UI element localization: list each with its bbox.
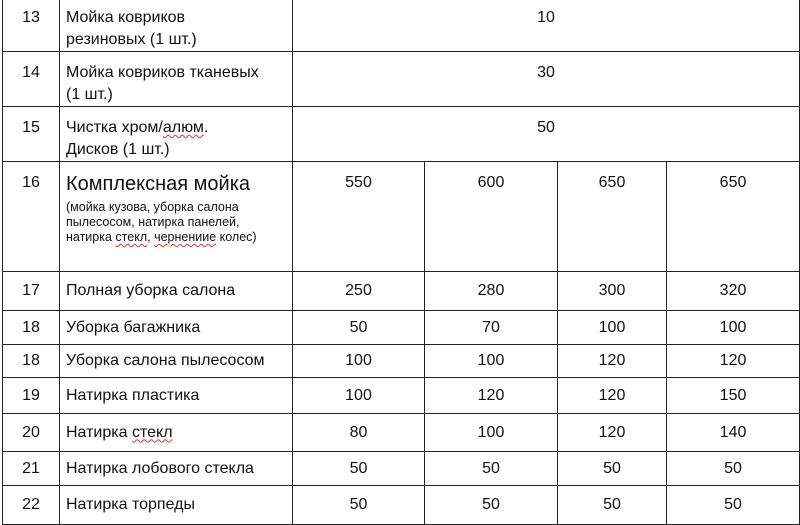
service-description: (мойка кузова, уборка салона пылесосом, натирка панелей, натирка стекл, чернениие колес) [66, 200, 257, 244]
service-name: Натирка торпеды [60, 486, 293, 525]
row-number: 19 [3, 378, 60, 414]
row-number: 16 [3, 162, 60, 272]
spellcheck-word: стекл [115, 230, 148, 244]
price-value: 50 [667, 452, 800, 486]
table-row [3, 162, 800, 272]
price-value: 650 [558, 162, 667, 272]
price-value: 50 [293, 452, 425, 486]
table-row [3, 0, 800, 52]
service-name [60, 107, 293, 162]
price-value: 280 [425, 272, 558, 311]
service-name: Уборка багажника [60, 311, 293, 345]
service-name: Натирка стекл [60, 414, 293, 452]
price-value: 120 [558, 345, 667, 378]
service-name [60, 162, 293, 272]
service-line: Мойка ковриков [66, 9, 186, 26]
table-row [3, 452, 800, 486]
price-value: 70 [425, 311, 558, 345]
price-value: 140 [667, 414, 800, 452]
spellcheck-word: стекл [131, 423, 173, 441]
price-value: 50 [558, 486, 667, 525]
service-name: Натирка пластика [60, 378, 293, 414]
price-value: 100 [558, 311, 667, 345]
service-name: Натирка лобового стекла [60, 452, 293, 486]
price-value: 100 [425, 345, 558, 378]
service-name: Уборка салона пылесосом [60, 345, 293, 378]
price-value: 50 [558, 452, 667, 486]
price-value: 10 [293, 0, 800, 52]
price-value: 50 [425, 452, 558, 486]
service-line: Чистка хром/ [66, 119, 163, 136]
row-number: 20 [3, 414, 60, 452]
price-value: 120 [558, 414, 667, 452]
service-line: Мойка ковриков тканевых [66, 64, 259, 81]
price-value: 50 [293, 486, 425, 525]
service-line: резиновых (1 шт.) [66, 31, 197, 48]
table-row [3, 272, 800, 311]
price-value: 320 [667, 272, 800, 311]
spellcheck-word: алюм [162, 119, 204, 136]
service-title: Комплексная мойка [66, 173, 251, 195]
price-value: 150 [667, 378, 800, 414]
row-number: 17 [3, 272, 60, 311]
price-value: 100 [293, 378, 425, 414]
price-value: 550 [293, 162, 425, 272]
spellcheck-word: чернениие [154, 230, 217, 244]
table-row [3, 107, 800, 162]
row-number: 18 [3, 345, 60, 378]
price-value: 120 [558, 378, 667, 414]
price-value: 120 [425, 378, 558, 414]
table-row [3, 414, 800, 452]
service-name [60, 0, 293, 52]
price-value: 120 [667, 345, 800, 378]
table-row [3, 378, 800, 414]
price-value: 650 [667, 162, 800, 272]
row-number: 21 [3, 452, 60, 486]
table-row [3, 311, 800, 345]
price-value: 300 [558, 272, 667, 311]
price-value: 50 [293, 107, 800, 162]
row-number: 22 [3, 486, 60, 525]
row-number: 18 [3, 311, 60, 345]
service-line: Дисков (1 шт.) [66, 141, 170, 158]
table-row [3, 52, 800, 107]
service-name: Полная уборка салона [60, 272, 293, 311]
price-value: 50 [425, 486, 558, 525]
price-value: 600 [425, 162, 558, 272]
service-line: . [203, 119, 209, 136]
table-row [3, 345, 800, 378]
price-value: 30 [293, 52, 800, 107]
price-value: 100 [293, 345, 425, 378]
price-value: 100 [667, 311, 800, 345]
service-line: (1 шт.) [66, 86, 113, 103]
row-number: 13 [3, 0, 60, 52]
row-number: 14 [3, 52, 60, 107]
price-value: 100 [425, 414, 558, 452]
table-row [3, 486, 800, 525]
price-value: 50 [293, 311, 425, 345]
price-value: 250 [293, 272, 425, 311]
price-value: 80 [293, 414, 425, 452]
service-name [60, 52, 293, 107]
row-number: 15 [3, 107, 60, 162]
price-value: 50 [667, 486, 800, 525]
price-table [2, 0, 800, 525]
